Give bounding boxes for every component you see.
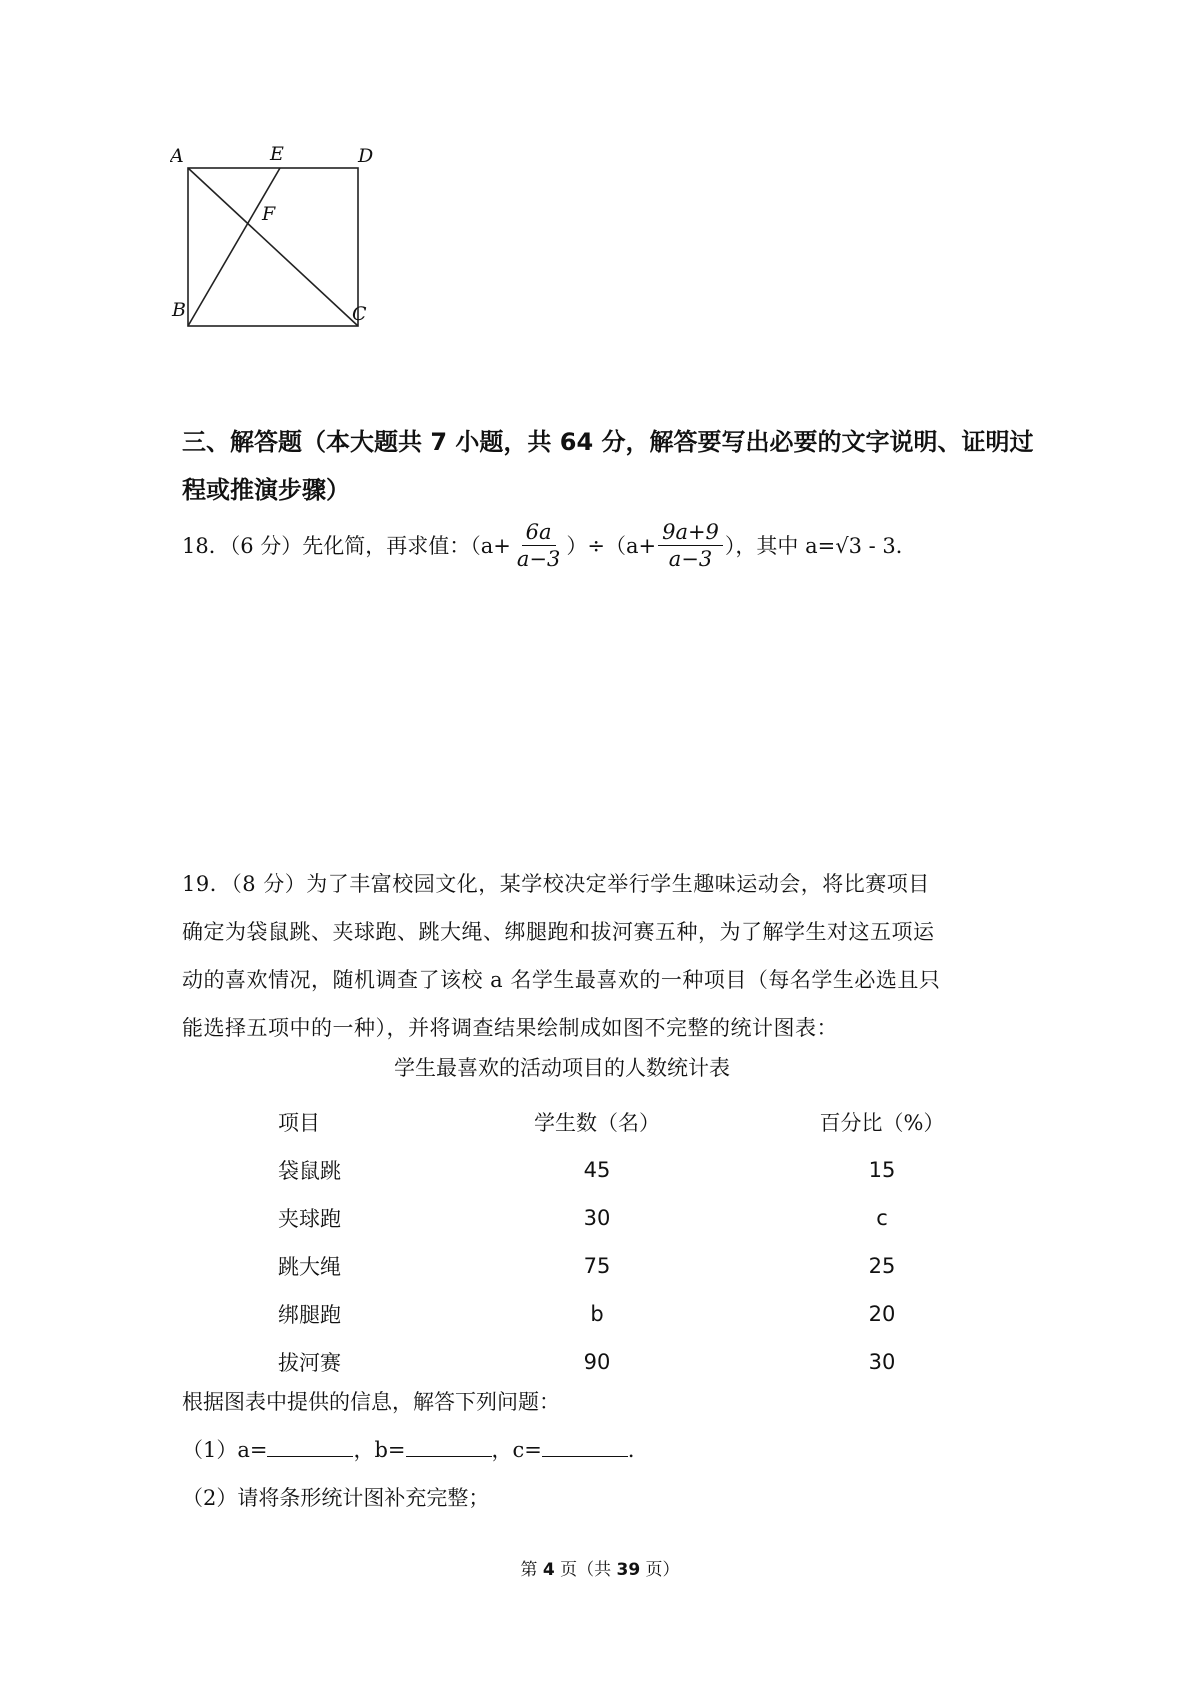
cell-percent: 30 xyxy=(868,1350,896,1374)
section-title-line2: 程或推演步骤） xyxy=(182,476,350,504)
label-a: A xyxy=(170,145,184,167)
label-d: D xyxy=(358,145,374,167)
part-1-end: ． xyxy=(627,1438,649,1462)
cell-project: 袋鼠跳 xyxy=(278,1159,341,1183)
q19-line4: 能选择五项中的一种），并将调查结果绘制成如图不完整的统计图表： xyxy=(182,1016,838,1040)
header-percentage: 百分比（%） xyxy=(819,1111,945,1135)
cell-percent: 25 xyxy=(868,1254,896,1278)
footer-middle: 页（共 xyxy=(554,1560,617,1580)
page-number: 4 xyxy=(542,1560,555,1580)
rectangle-figure xyxy=(170,140,430,360)
q18-suffix: ），其中 a=√3 - 3． xyxy=(724,534,917,558)
table-row xyxy=(182,1242,1042,1290)
q19-line1: 19．（8 分）为了丰富校园文化，某学校决定举行学生趣味运动会，将比赛项目 xyxy=(182,872,930,896)
part-1-b-label: ，b= xyxy=(353,1438,406,1462)
header-student-count: 学生数（名） xyxy=(534,1111,660,1135)
cell-project: 绑腿跑 xyxy=(278,1303,341,1327)
cell-project: 跳大绳 xyxy=(278,1255,341,1279)
table-row xyxy=(182,1146,1042,1194)
part-1-a-label: （1）a= xyxy=(182,1438,268,1462)
question-18 xyxy=(182,515,1082,575)
fraction-1-denominator: a−3 xyxy=(516,546,561,571)
table-row xyxy=(182,1194,1042,1242)
fraction-1 xyxy=(513,519,564,572)
q18-prefix: 18．（6 分）先化简，再求值：（a+ xyxy=(182,534,511,558)
table-header-row xyxy=(182,1098,1042,1146)
answer-blank-b[interactable] xyxy=(406,1434,492,1457)
label-f: F xyxy=(262,203,276,225)
fraction-2 xyxy=(658,519,723,572)
q19-line2: 确定为袋鼠跳、夹球跑、跳大绳、绑腿跑和拔河赛五种，为了解学生对这五项运 xyxy=(182,920,935,944)
cell-count: b xyxy=(590,1302,604,1326)
fraction-2-numerator: 9a+9 xyxy=(658,519,723,546)
q19-line3: 动的喜欢情况，随机调查了该校 a 名学生最喜欢的一种项目（每名学生必选且只 xyxy=(182,968,941,992)
label-b: B xyxy=(172,299,186,321)
answer-blank-a[interactable] xyxy=(267,1434,353,1457)
statistics-table xyxy=(182,1098,1042,1386)
header-project: 项目 xyxy=(278,1111,320,1135)
table-row xyxy=(182,1290,1042,1338)
part-1-c-label: ，c= xyxy=(491,1438,542,1462)
diagonal-ac xyxy=(188,168,358,326)
fraction-2-denominator: a−3 xyxy=(668,546,713,571)
question-19 xyxy=(182,860,1042,1052)
label-e: E xyxy=(270,143,284,165)
cell-percent: 20 xyxy=(868,1302,896,1326)
footer-prefix: 第 xyxy=(520,1560,543,1580)
cell-count: 75 xyxy=(583,1254,611,1278)
fraction-1-numerator: 6a xyxy=(522,519,556,546)
follow-up-questions xyxy=(182,1378,1042,1522)
page-footer xyxy=(0,1555,1200,1580)
section-title xyxy=(182,418,1042,514)
table-title: 学生最喜欢的活动项目的人数统计表 xyxy=(394,1056,730,1080)
label-c: C xyxy=(352,303,367,325)
part-2: （2）请将条形统计图补充完整； xyxy=(182,1486,490,1510)
instructions: 根据图表中提供的信息，解答下列问题： xyxy=(182,1390,560,1414)
cell-percent: 15 xyxy=(868,1158,896,1182)
answer-blank-c[interactable] xyxy=(542,1434,628,1457)
footer-suffix: 页） xyxy=(640,1560,680,1580)
cell-count: 45 xyxy=(583,1158,611,1182)
segment-be xyxy=(188,168,280,326)
cell-count: 30 xyxy=(583,1206,611,1230)
cell-project: 夹球跑 xyxy=(278,1207,341,1231)
part-1 xyxy=(182,1426,1042,1474)
cell-project: 拔河赛 xyxy=(278,1351,341,1375)
cell-count: 90 xyxy=(583,1350,611,1374)
total-pages: 39 xyxy=(616,1560,641,1580)
cell-percent: c xyxy=(876,1206,888,1230)
q18-middle: ）÷（a+ xyxy=(566,534,657,558)
section-title-line1: 三、解答题（本大题共 7 小题，共 64 分，解答要写出必要的文字说明、证明过 xyxy=(182,428,1034,456)
